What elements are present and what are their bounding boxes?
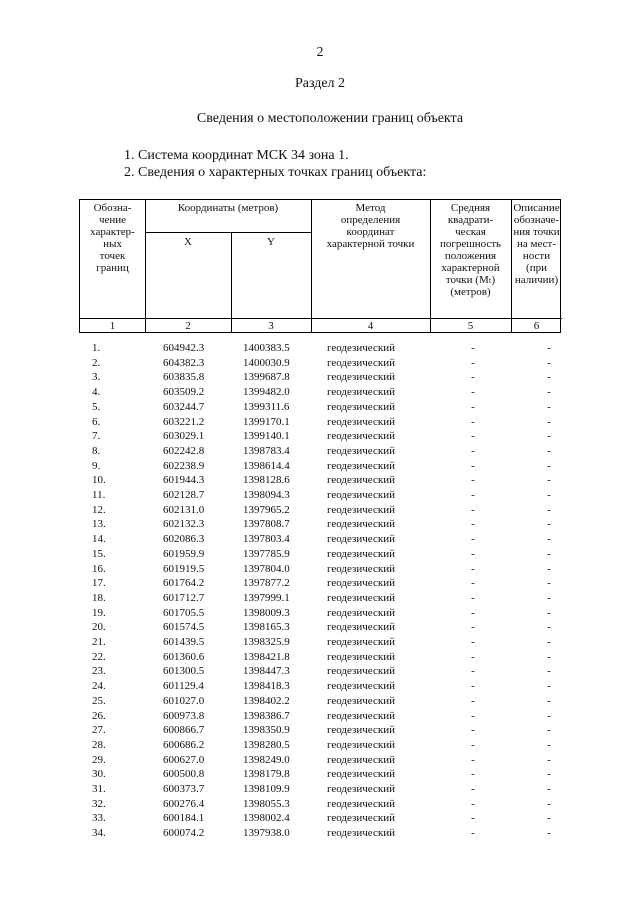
coord-y: 1400383.5	[243, 342, 290, 354]
coord-y: 1397808.7	[243, 518, 290, 531]
point-number: 32.	[92, 797, 106, 810]
coord-y: 1397938.0	[243, 827, 290, 840]
coord-y: 1399687.8	[243, 371, 290, 384]
point-number: 26.	[92, 709, 106, 722]
table-row	[0, 473, 640, 488]
description: -	[547, 547, 551, 560]
point-number: 33.	[92, 812, 106, 825]
section-heading: Раздел 2	[294, 76, 346, 91]
description: -	[547, 591, 551, 604]
description: -	[547, 724, 551, 737]
coord-x: 600500.8	[163, 768, 205, 781]
table-row	[0, 738, 640, 753]
error: -	[471, 489, 475, 501]
description: -	[547, 738, 551, 751]
point-number: 21.	[92, 636, 106, 648]
error: -	[471, 533, 475, 546]
error: -	[471, 400, 475, 413]
coord-y: 1399311.6	[243, 400, 290, 413]
description: -	[547, 489, 551, 501]
coord-y: 1398386.7	[243, 709, 290, 722]
point-number: 28.	[92, 738, 106, 751]
method: геодезический	[327, 724, 395, 737]
coord-x: 604942.3	[163, 342, 205, 354]
error: -	[471, 753, 475, 766]
description: -	[547, 768, 551, 781]
error: -	[471, 724, 475, 737]
coord-y: 1399170.1	[243, 415, 290, 428]
coord-x: 602086.3	[163, 533, 205, 546]
table-row	[0, 694, 640, 709]
error: -	[471, 650, 475, 663]
description: -	[547, 636, 551, 648]
point-number: 13.	[92, 518, 106, 531]
point-number: 23.	[92, 665, 106, 678]
error: -	[471, 694, 475, 707]
coord-x: 603835.8	[163, 371, 205, 384]
method: геодезический	[327, 430, 395, 443]
error: -	[471, 474, 475, 487]
coord-y: 1398280.5	[243, 738, 290, 751]
method: геодезический	[327, 812, 395, 825]
error: -	[471, 342, 475, 354]
method: геодезический	[327, 356, 395, 369]
method: геодезический	[327, 444, 395, 457]
table-row	[0, 547, 640, 562]
coord-x: 603509.2	[163, 386, 205, 399]
coord-y: 1398249.0	[243, 753, 290, 766]
point-number: 25.	[92, 694, 106, 707]
coord-x: 601764.2	[163, 577, 205, 590]
point-number: 8.	[92, 444, 101, 457]
method: геодезический	[327, 591, 395, 604]
table-row	[0, 811, 640, 826]
column-number: 2	[185, 320, 191, 332]
table-row	[0, 664, 640, 679]
error: -	[471, 606, 475, 619]
coord-x: 601574.5	[163, 621, 205, 634]
coord-y: 1398109.9	[243, 783, 290, 795]
error: -	[471, 827, 475, 840]
coord-x: 603244.7	[163, 400, 205, 413]
table-header	[79, 199, 561, 333]
point-number: 34.	[92, 827, 106, 840]
method: геодезический	[327, 459, 395, 472]
coord-x: 603221.2	[163, 415, 205, 428]
table-row	[0, 429, 640, 444]
coord-y: 1398421.8	[243, 650, 290, 663]
coord-y: 1397965.2	[243, 503, 290, 516]
table-row	[0, 635, 640, 650]
description: -	[547, 577, 551, 590]
coord-x: 601919.5	[163, 562, 205, 575]
description: -	[547, 753, 551, 766]
method: геодезический	[327, 371, 395, 384]
method: геодезический	[327, 621, 395, 634]
coord-x: 601027.0	[163, 694, 205, 707]
coord-y: 1399482.0	[243, 386, 290, 399]
coord-x: 601944.3	[163, 474, 205, 487]
table-row	[0, 400, 640, 415]
column-number: 1	[109, 320, 116, 332]
description: -	[547, 812, 551, 825]
description: -	[547, 621, 551, 634]
method: геодезический	[327, 709, 395, 722]
error: -	[471, 812, 475, 825]
description: -	[547, 533, 551, 546]
coord-x: 600276.4	[163, 797, 205, 810]
method: геодезический	[327, 533, 395, 546]
description: -	[547, 783, 551, 795]
table-row	[0, 709, 640, 724]
point-number: 2.	[92, 356, 101, 369]
column-number: 3	[268, 320, 274, 332]
error: -	[471, 415, 475, 428]
point-number: 30.	[92, 768, 106, 781]
coord-y: 1397999.1	[243, 591, 290, 604]
method: геодезический	[327, 768, 395, 781]
document-title: Сведения о местоположении границ объекта	[196, 111, 464, 126]
description: -	[547, 356, 551, 369]
coord-y: 1400030.9	[243, 356, 290, 369]
error: -	[471, 430, 475, 443]
coord-y: 1398350.9	[243, 724, 290, 737]
description: -	[547, 415, 551, 428]
coord-x: 600866.7	[163, 724, 205, 737]
coord-x: 601439.5	[163, 636, 205, 648]
coord-x: 601712.7	[163, 591, 205, 604]
table-row	[0, 415, 640, 430]
description: -	[547, 474, 551, 487]
method: геодезический	[327, 827, 395, 840]
table-row	[0, 503, 640, 518]
method: геодезический	[327, 577, 395, 590]
point-number: 1.	[92, 342, 101, 354]
error: -	[471, 709, 475, 722]
method: геодезический	[327, 665, 395, 678]
point-number: 15.	[92, 547, 106, 560]
point-number: 9.	[92, 459, 101, 472]
header-designation: Обозна- чение характер- ных точек границ	[90, 202, 135, 274]
coord-y: 1398402.2	[243, 694, 290, 707]
method: геодезический	[327, 783, 395, 795]
method: геодезический	[327, 474, 395, 487]
error: -	[471, 562, 475, 575]
coord-y: 1397785.9	[243, 547, 290, 560]
coord-x: 602242.8	[163, 444, 205, 457]
header-description: Описание обозначе- ния точки на мест- ности (при наличии)	[513, 202, 560, 286]
coord-y: 1398002.4	[243, 812, 290, 825]
coord-y: 1398325.9	[243, 636, 290, 648]
error: -	[471, 665, 475, 678]
description: -	[547, 342, 551, 354]
coord-x: 601959.9	[163, 547, 205, 560]
header-x: X	[184, 236, 192, 248]
coord-y: 1398128.6	[243, 474, 290, 487]
error: -	[471, 680, 475, 693]
error: -	[471, 444, 475, 457]
method: геодезический	[327, 753, 395, 766]
point-number: 4.	[92, 386, 101, 399]
coord-y: 1398614.4	[243, 459, 290, 472]
coord-x: 600973.8	[163, 709, 205, 722]
method: геодезический	[327, 503, 395, 516]
coord-x: 603029.1	[163, 430, 205, 443]
coordinate-system-item: 1. Система координат МСК 34 зона 1.	[124, 148, 349, 163]
coord-x: 604382.3	[163, 356, 205, 369]
error: -	[471, 636, 475, 648]
coord-x: 601300.5	[163, 665, 205, 678]
table-row	[0, 488, 640, 503]
error: -	[471, 738, 475, 751]
description: -	[547, 400, 551, 413]
coord-y: 1398418.3	[243, 680, 290, 693]
method: геодезический	[327, 606, 395, 619]
table-row	[0, 517, 640, 532]
coord-x: 600686.2	[163, 738, 205, 751]
description: -	[547, 709, 551, 722]
method: геодезический	[327, 386, 395, 399]
coord-y: 1398009.3	[243, 606, 290, 619]
point-number: 19.	[92, 606, 106, 619]
error: -	[471, 783, 475, 795]
description: -	[547, 386, 551, 399]
header-method: Метод определения координат характерной точки	[326, 202, 415, 250]
table-row	[0, 767, 640, 782]
description: -	[547, 694, 551, 707]
method: геодезический	[327, 636, 395, 648]
method: геодезический	[327, 547, 395, 560]
header-y: Y	[267, 236, 275, 248]
coord-x: 602132.3	[163, 518, 205, 531]
method: геодезический	[327, 415, 395, 428]
error: -	[471, 591, 475, 604]
description: -	[547, 827, 551, 840]
table-row	[0, 356, 640, 371]
coord-y: 1398094.3	[243, 489, 290, 501]
point-number: 16.	[92, 562, 106, 575]
coord-y: 1399140.1	[243, 430, 290, 443]
coord-y: 1397803.4	[243, 533, 290, 546]
table-row	[0, 459, 640, 474]
coord-x: 602128.7	[163, 489, 205, 501]
table-row	[0, 444, 640, 459]
error: -	[471, 577, 475, 590]
description: -	[547, 518, 551, 531]
boundary-points-item: 2. Сведения о характерных точках границ объекта:	[124, 165, 427, 180]
coord-y: 1397804.0	[243, 562, 290, 575]
table-row	[0, 370, 640, 385]
coord-x: 600184.1	[163, 812, 205, 825]
table-row	[0, 753, 640, 768]
point-number: 17.	[92, 577, 106, 590]
table-row	[0, 797, 640, 812]
table-row	[0, 341, 640, 356]
coord-y: 1398055.3	[243, 797, 290, 810]
coord-x: 601705.5	[163, 606, 205, 619]
point-number: 24.	[92, 680, 106, 693]
point-number: 6.	[92, 415, 101, 428]
coord-x: 601360.6	[163, 650, 205, 663]
description: -	[547, 430, 551, 443]
error: -	[471, 621, 475, 634]
coord-x: 600627.0	[163, 753, 205, 766]
point-number: 14.	[92, 533, 106, 546]
point-number: 22.	[92, 650, 106, 663]
table-row	[0, 826, 640, 841]
coord-y: 1398447.3	[243, 665, 290, 678]
point-number: 3.	[92, 371, 101, 384]
coord-y: 1397877.2	[243, 577, 290, 590]
error: -	[471, 371, 475, 384]
coord-x: 600074.2	[163, 827, 205, 840]
method: геодезический	[327, 680, 395, 693]
description: -	[547, 650, 551, 663]
header-error: Средняя квадрати- ческая погрешность положения характерной точки (Mₜ) (метров)	[439, 202, 502, 298]
table-row	[0, 723, 640, 738]
column-number: 4	[367, 320, 374, 332]
coord-y: 1398179.8	[243, 768, 290, 781]
error: -	[471, 797, 475, 810]
table-row	[0, 650, 640, 665]
coord-x: 600373.7	[163, 783, 205, 795]
description: -	[547, 680, 551, 693]
column-number: 6	[533, 320, 540, 332]
point-number: 27.	[92, 724, 106, 737]
point-number: 18.	[92, 591, 106, 604]
table-row	[0, 532, 640, 547]
point-number: 29.	[92, 753, 106, 766]
page-number: 2	[316, 45, 324, 60]
method: геодезический	[327, 562, 395, 575]
table-row	[0, 591, 640, 606]
point-number: 20.	[92, 621, 106, 634]
description: -	[547, 797, 551, 810]
error: -	[471, 768, 475, 781]
description: -	[547, 444, 551, 457]
coord-x: 601129.4	[163, 680, 204, 693]
header-coordinates: Координаты (метров)	[177, 202, 279, 214]
table-row	[0, 576, 640, 591]
method: геодезический	[327, 342, 395, 354]
table-row	[0, 679, 640, 694]
coord-x: 602238.9	[163, 459, 205, 472]
point-number: 5.	[92, 400, 101, 413]
method: геодезический	[327, 694, 395, 707]
method: геодезический	[327, 489, 395, 501]
method: геодезический	[327, 797, 395, 810]
table-row	[0, 562, 640, 577]
method: геодезический	[327, 650, 395, 663]
error: -	[471, 459, 475, 472]
coord-y: 1398165.3	[243, 621, 290, 634]
description: -	[547, 562, 551, 575]
description: -	[547, 503, 551, 516]
error: -	[471, 547, 475, 560]
error: -	[471, 518, 475, 531]
coord-y: 1398783.4	[243, 444, 290, 457]
error: -	[471, 386, 475, 399]
description: -	[547, 665, 551, 678]
point-number: 10.	[92, 474, 106, 487]
method: геодезический	[327, 518, 395, 531]
table-row	[0, 782, 640, 797]
column-number: 5	[467, 320, 474, 332]
table-row	[0, 606, 640, 621]
point-number: 7.	[92, 430, 101, 443]
point-number: 12.	[92, 503, 106, 516]
description: -	[547, 459, 551, 472]
method: геодезический	[327, 400, 395, 413]
description: -	[547, 371, 551, 384]
error: -	[471, 503, 475, 516]
method: геодезический	[327, 738, 395, 751]
point-number: 11.	[92, 489, 106, 501]
table-row	[0, 620, 640, 635]
error: -	[471, 356, 475, 369]
coord-x: 602131.0	[163, 503, 205, 516]
table-row	[0, 385, 640, 400]
point-number: 31.	[92, 783, 106, 795]
description: -	[547, 606, 551, 619]
